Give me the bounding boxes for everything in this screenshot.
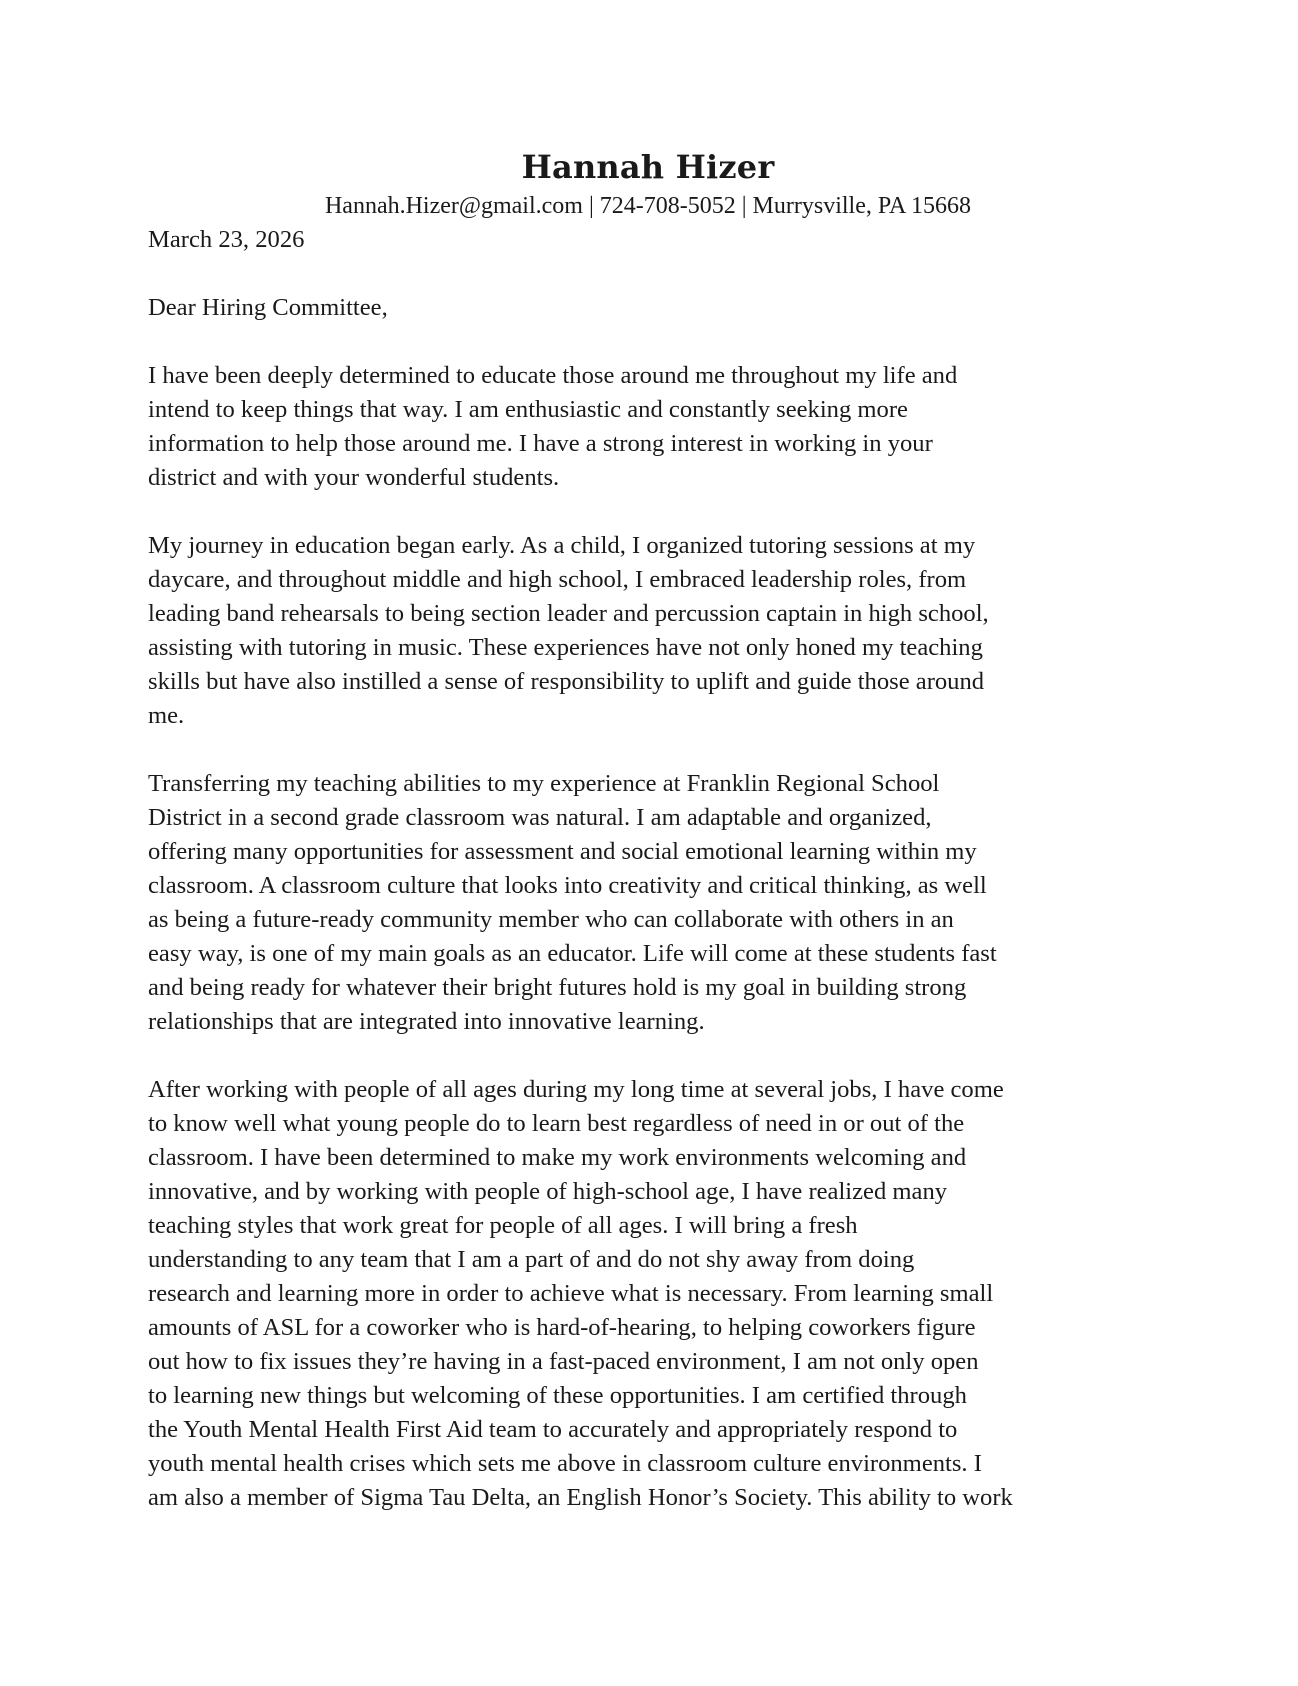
paragraph-line: am also a member of Sigma Tau Delta, an English Honor’s Society. This ability to work bbox=[148, 1484, 1013, 1511]
paragraph-line: understanding to any team that I am a part of and do not shy away from doing bbox=[148, 1246, 915, 1273]
paragraph-line: teaching styles that work great for people of all ages. I will bring a fresh bbox=[148, 1212, 858, 1239]
paragraph-line: classroom. I have been determined to make my work environments welcoming and bbox=[148, 1144, 967, 1171]
paragraph-line: classroom. A classroom culture that looks into creativity and critical thinking, as well bbox=[148, 872, 987, 899]
paragraph-4 bbox=[148, 1073, 1148, 1515]
paragraph-line: research and learning more in order to achieve what is necessary. From learning small bbox=[148, 1280, 994, 1307]
paragraph-line: skills but have also instilled a sense of responsibility to uplift and guide those around bbox=[148, 668, 985, 695]
paragraph-line: to know well what young people do to learn best regardless of need in or out of the bbox=[148, 1110, 965, 1137]
paragraph-line: out how to fix issues they’re having in a fast-paced environment, I am not only open bbox=[148, 1348, 979, 1375]
paragraph-line: I have been deeply determined to educate those around me throughout my life and bbox=[148, 362, 958, 389]
paragraph-line: District in a second grade classroom was natural. I am adaptable and organized, bbox=[148, 804, 932, 831]
paragraph-line: to learning new things but welcoming of these opportunities. I am certified through bbox=[148, 1382, 967, 1409]
paragraph-line: My journey in education began early. As a child, I organized tutoring sessions at my bbox=[148, 532, 976, 559]
paragraph-line: district and with your wonderful students. bbox=[148, 464, 560, 491]
paragraph-line: daycare, and throughout middle and high school, I embraced leadership roles, from bbox=[148, 566, 967, 593]
paragraph-line: innovative, and by working with people of high-school age, I have realized many bbox=[148, 1178, 948, 1205]
paragraph-line: After working with people of all ages during my long time at several jobs, I have come bbox=[148, 1076, 1004, 1103]
paragraph-line: amounts of ASL for a coworker who is hard-of-hearing, to helping coworkers figure bbox=[148, 1314, 976, 1341]
paragraph-line: as being a future-ready community member who can collaborate with others in an bbox=[148, 906, 954, 933]
paragraph-line: information to help those around me. I have a strong interest in working in your bbox=[148, 430, 933, 457]
paragraph-line: relationships that are integrated into innovative learning. bbox=[148, 1008, 705, 1035]
paragraph-line: intend to keep things that way. I am enthusiastic and constantly seeking more bbox=[148, 396, 908, 423]
paragraph-line: me. bbox=[148, 702, 185, 729]
paragraph-3 bbox=[148, 767, 1148, 1039]
contact-line: Hannah.Hizer@gmail.com | 724-708-5052 | Murrysville, PA 15668 bbox=[324, 193, 972, 219]
paragraph-line: Transferring my teaching abilities to my experience at Franklin Regional School bbox=[148, 770, 940, 797]
paragraph-line: assisting with tutoring in music. These experiences have not only honed my teaching bbox=[148, 634, 983, 661]
paragraph-line: youth mental health crises which sets me above in classroom culture environments. I bbox=[148, 1450, 982, 1477]
paragraph-line: offering many opportunities for assessment and social emotional learning within my bbox=[148, 838, 977, 865]
applicant-name: Hannah Hizer bbox=[521, 148, 775, 186]
paragraph-2 bbox=[148, 529, 1148, 733]
cover-letter bbox=[148, 145, 1148, 1549]
paragraph-line: the Youth Mental Health First Aid team to accurately and appropriately respond to bbox=[148, 1416, 958, 1443]
paragraph-1 bbox=[148, 359, 1148, 495]
paragraph-line: easy way, is one of my main goals as an educator. Life will come at these students fast bbox=[148, 940, 997, 967]
paragraph-line: and being ready for whatever their bright futures hold is my goal in building strong bbox=[148, 974, 967, 1001]
salutation: Dear Hiring Committee, bbox=[148, 294, 388, 321]
paragraph-line: leading band rehearsals to being section leader and percussion captain in high school, bbox=[148, 600, 989, 627]
letter-date: March 23, 2026 bbox=[148, 226, 305, 253]
